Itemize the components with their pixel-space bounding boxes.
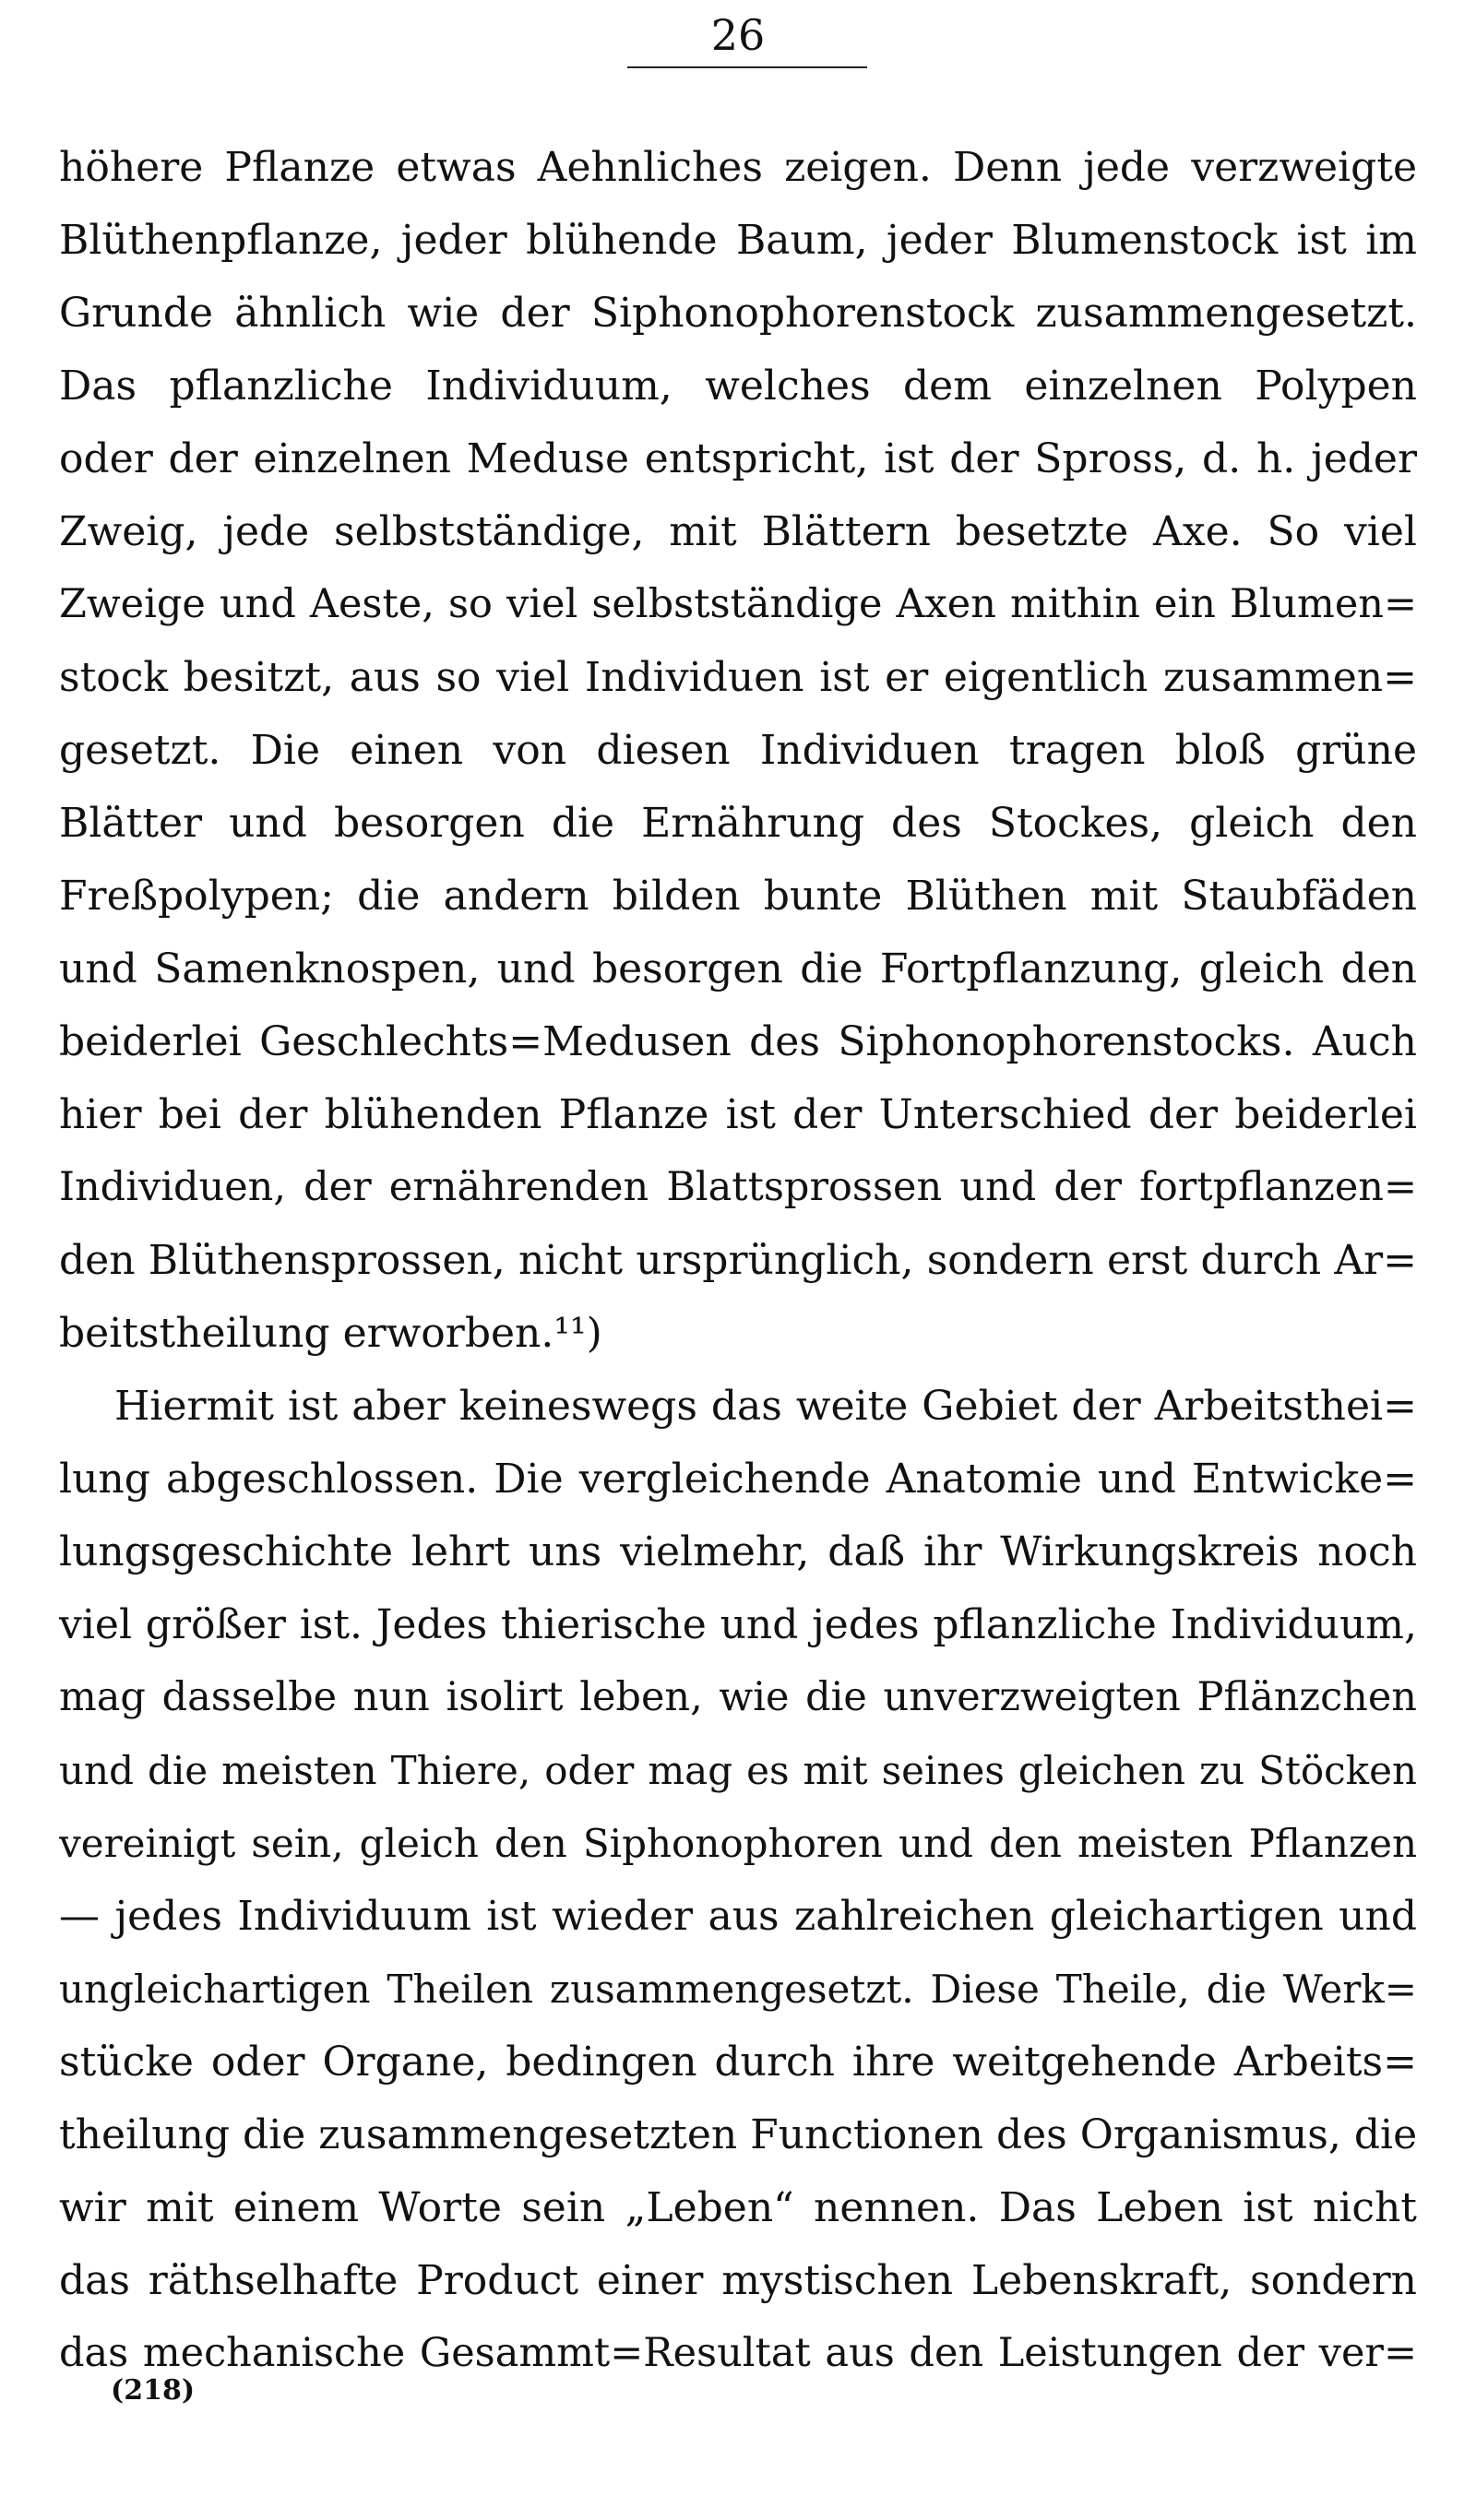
signature-mark: (218): [111, 2374, 196, 2407]
text-line: gesetzt. Die einen von diesen Individuen tragen bloß grüne: [59, 727, 1417, 774]
text-line: oder der einzelnen Meduse entspricht, ist der Spross, d. h. jeder: [59, 435, 1417, 482]
text-line: Hiermit ist aber keineswegs das weite Gebiet der Arbeitsthei=: [114, 1383, 1417, 1430]
text-line: vereinigt sein, gleich den Siphonophoren und den meisten Pflanzen: [59, 1821, 1417, 1866]
text-line: beitstheilung erworben.¹¹): [59, 1310, 602, 1357]
page-number: 26: [710, 10, 766, 60]
text-line: Blüthenpflanze, jeder blühende Baum, jeder Blumenstock ist im: [59, 217, 1417, 264]
text-line: mag dasselbe nun isolirt leben, wie die unverzweigten Pflänzchen: [59, 1674, 1417, 1720]
text-line: Zweige und Aeste, so viel selbstständige Axen mithin ein Blumen=: [59, 581, 1417, 627]
text-line: Zweig, jede selbstständige, mit Blättern besetzte Axe. So viel: [59, 508, 1417, 555]
text-line: Freßpolypen; die andern bilden bunte Blüthen mit Staubfäden: [59, 873, 1417, 920]
paragraph: [59, 1370, 1417, 2390]
text-line: höhere Pflanze etwas Aehnliches zeigen. Denn jede verzweigte: [59, 144, 1417, 191]
text-line: Blätter und besorgen die Ernährung des Stockes, gleich den: [59, 800, 1417, 847]
text-line: Individuen, der ernährenden Blattsprossen und der fortpflanzen=: [59, 1164, 1417, 1210]
text-line: Das pflanzliche Individuum, welches dem einzelnen Polypen: [59, 363, 1417, 410]
text-line: lungsgeschichte lehrt uns vielmehr, daß ihr Wirkungskreis noch: [59, 1528, 1417, 1575]
text-line: viel größer ist. Jedes thierische und jedes pflanzliche Individuum,: [59, 1601, 1417, 1648]
text-line: stock besitzt, aus so viel Individuen ist er eigentlich zusammen=: [59, 654, 1417, 701]
text-line: lung abgeschlossen. Die vergleichende Anatomie und Entwicke=: [59, 1456, 1417, 1503]
text-line: beiderlei Geschlechts=Medusen des Siphonophorenstocks. Auch: [59, 1018, 1417, 1065]
header-rule: [627, 66, 867, 68]
text-line: wir mit einem Worte sein „Leben“ nennen. Das Leben ist nicht: [59, 2184, 1417, 2231]
text-line: theilung die zusammengesetzten Functionen des Organismus, die: [59, 2111, 1417, 2158]
text-line: das mechanische Gesammt=Resultat aus den Leistungen der ver=: [59, 2330, 1417, 2376]
text-line: den Blüthensprossen, nicht ursprünglich, sondern erst durch Ar=: [59, 1237, 1417, 1284]
text-line: das räthselhafte Product einer mystischen Lebenskraft, sondern: [59, 2257, 1417, 2304]
text-line: stücke oder Organe, bedingen durch ihre weitgehende Arbeits=: [59, 2039, 1417, 2086]
text-line: und Samenknospen, und besorgen die Fortpflanzung, gleich den: [59, 945, 1417, 993]
text-line: — jedes Individuum ist wieder aus zahlreichen gleichartigen und: [59, 1893, 1417, 1940]
paragraph: [59, 131, 1417, 1370]
text-line: und die meisten Thiere, oder mag es mit seines gleichen zu Stöcken: [59, 1748, 1417, 1793]
text-line: Grunde ähnlich wie der Siphonophorenstock zusammengesetzt.: [59, 290, 1417, 337]
text-line: hier bei der blühenden Pflanze ist der Unterschied der beiderlei: [59, 1091, 1417, 1138]
body-text: [59, 131, 1417, 2390]
text-line: ungleichartigen Theilen zusammengesetzt. Diese Theile, die Werk=: [59, 1967, 1417, 2012]
